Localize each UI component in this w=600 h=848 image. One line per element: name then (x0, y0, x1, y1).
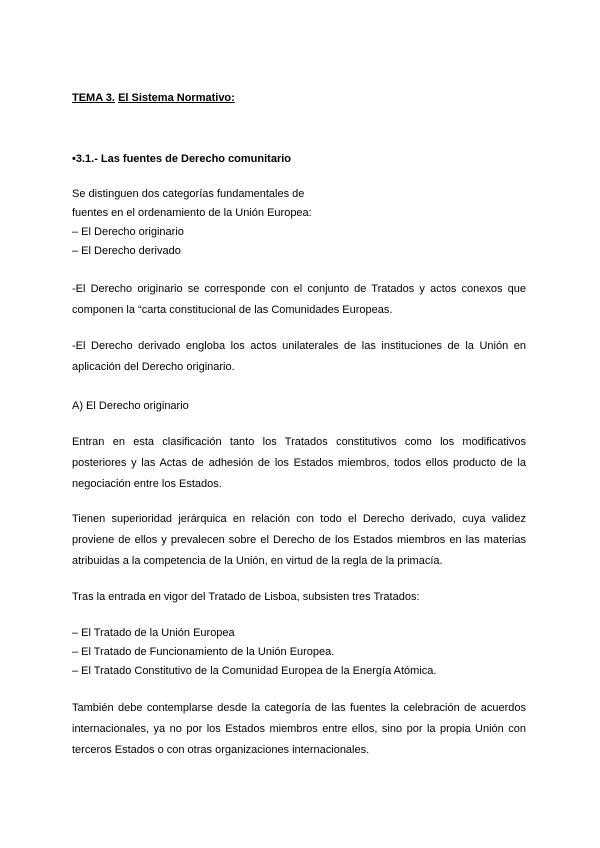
title-prefix: TEMA 3. (72, 92, 115, 104)
paragraph-line: -El Derecho derivado engloba los actos unilaterales de las instituciones de la Unión en (72, 340, 526, 352)
paragraph-line: componen la “carta constitucional de las Comunidades Europeas. (72, 304, 393, 316)
paragraph-line: Tienen superioridad jerárquica en relación con todo el Derecho derivado, cuya validez (72, 513, 526, 525)
title-main: El Sistema Normativo: (118, 92, 235, 104)
paragraph-line: También debe contemplarse desde la categoría de las fuentes la celebración de acuerdos (72, 702, 526, 714)
treaty-list-item: – El Tratado Constitutivo de la Comunidad Europea de la Energía Atómica. (72, 665, 437, 677)
paragraph-line: posteriores y las Actas de adhesión de los Estados miembros, todos ellos producto de la (72, 457, 526, 469)
paragraph-originario (72, 279, 526, 321)
paragraph-line: internacionales, ya no por los Estados miembros entre ellos, sino por la propia Unión con (72, 723, 526, 735)
paragraph-line: Entran en esta clasificación tanto los Tratados constitutivos como los modificativos (72, 436, 526, 448)
paragraph-entran (72, 432, 526, 495)
paragraph-line: aplicación del Derecho originario. (72, 361, 235, 373)
paragraph-line: -El Derecho originario se corresponde con el conjunto de Tratados y actos conexos que (72, 283, 526, 295)
paragraph-line: terceros Estados o con otras organizaciones internacionales. (72, 744, 370, 756)
treaty-list-item: – El Tratado de Funcionamiento de la Unión Europea. (72, 646, 335, 658)
intro-list-item: – El Derecho originario (72, 226, 184, 238)
intro-line-1: Se distinguen dos categorías fundamentales de (72, 188, 305, 200)
paragraph-line: negociación entre los Estados. (72, 478, 222, 490)
treaty-list-item: – El Tratado de la Unión Europea (72, 627, 235, 639)
paragraph-derivado (72, 336, 526, 378)
page-title (72, 92, 235, 105)
paragraph-tras: Tras la entrada en vigor del Tratado de Lisboa, subsisten tres Tratados: (72, 591, 420, 603)
intro-list-item: – El Derecho derivado (72, 245, 181, 257)
paragraph-line: proviene de ellos y prevalecen sobre el Derecho de los Estados miembros en las materias (72, 534, 526, 546)
intro-line-2: fuentes en el ordenamiento de la Unión Europea: (72, 207, 312, 219)
paragraph-line: atribuidas a la competencia de la Unión, en virtud de la regla de la primacía. (72, 555, 443, 567)
section-heading: •3.1.- Las fuentes de Derecho comunitario (72, 153, 292, 165)
paragraph-tienen (72, 509, 526, 572)
paragraph-tambien (72, 698, 526, 761)
subheading-a: A) El Derecho originario (72, 400, 189, 412)
